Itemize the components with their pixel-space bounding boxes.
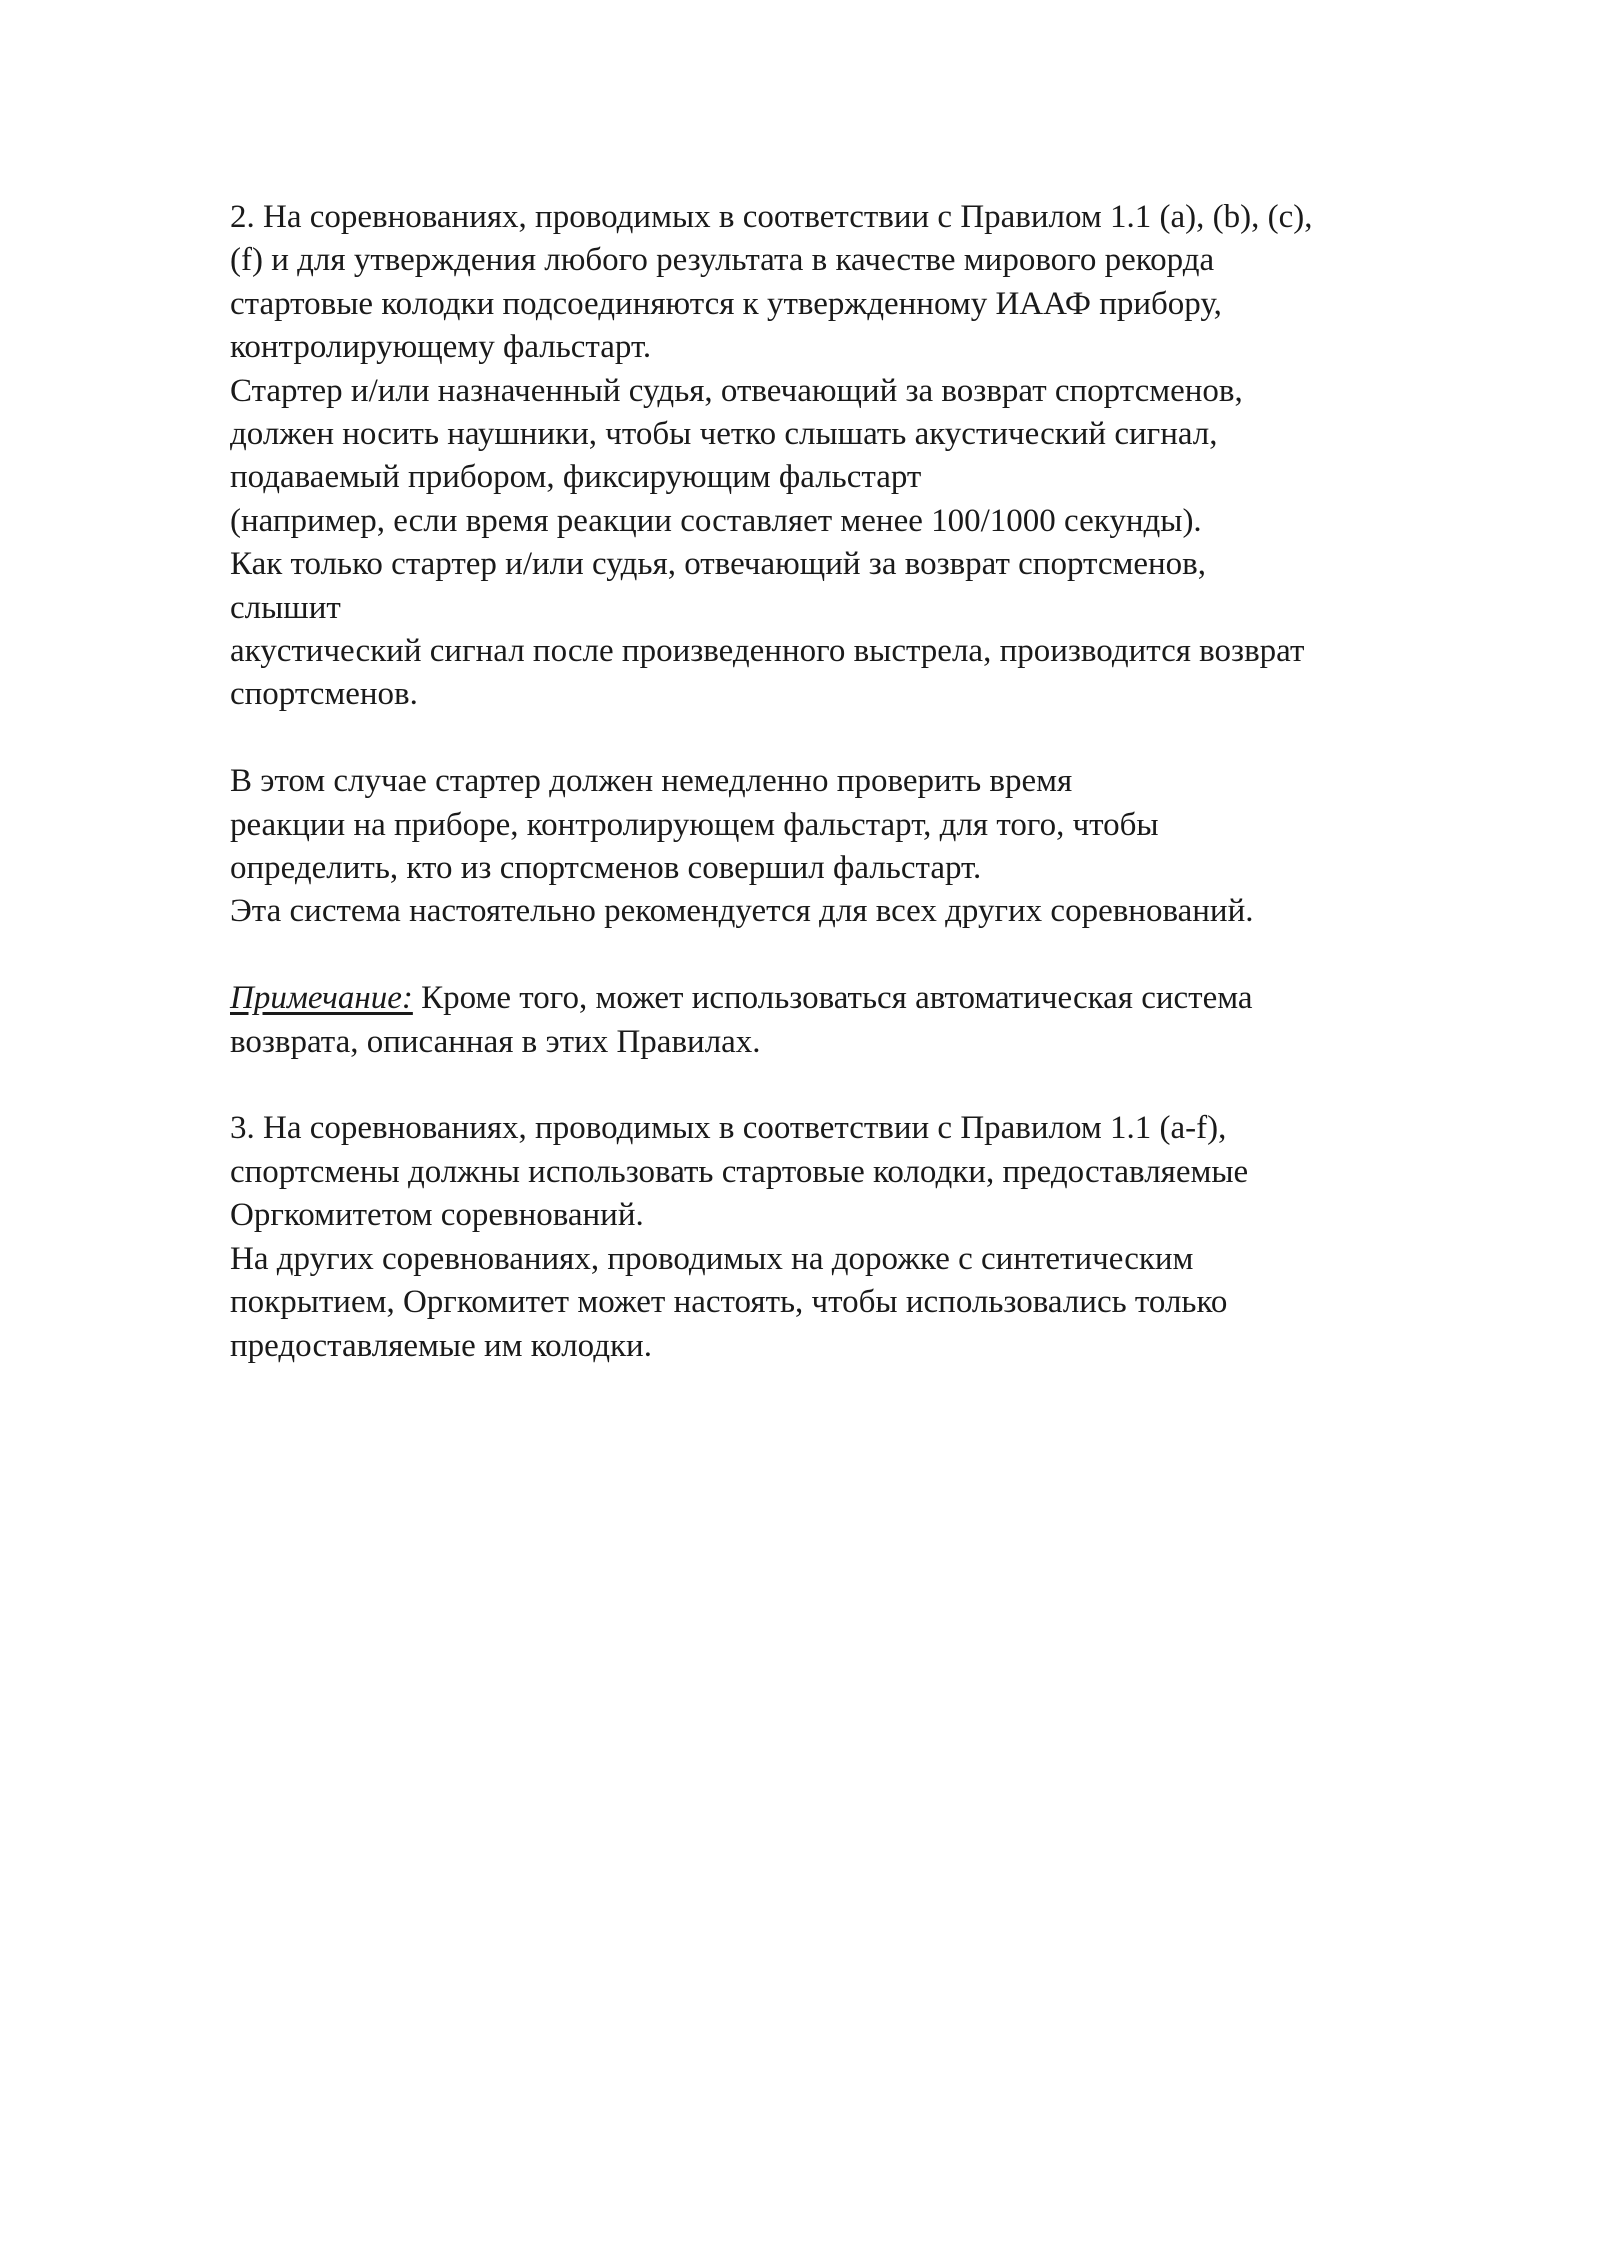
section-3	[230, 1107, 1530, 1367]
section-2-line: (например, если время реакции составляет менее 100/1000 секунды).	[230, 502, 1202, 539]
paragraph-check-line: определить, кто из спортсменов совершил фальстарт.	[230, 850, 982, 887]
section-3-line: покрытием, Оргкомитет может настоять, чтобы использовались только	[230, 1284, 1228, 1321]
section-3-line: 3. На соревнованиях, проводимых в соответствии с Правилом 1.1 (a-f),	[230, 1110, 1227, 1147]
section-2-line: (f) и для утверждения любого результата в качестве мирового рекорда	[230, 242, 1215, 279]
section-2	[230, 196, 1530, 717]
section-2-line: 2. На соревнованиях, проводимых в соответствии с Правилом 1.1 (a), (b), (c),	[230, 199, 1313, 235]
paragraph-check-line: Эта система настоятельно рекомендуется для всех других соревнований.	[230, 893, 1254, 930]
section-2-line: Стартер и/или назначенный судья, отвечающий за возврат спортсменов,	[230, 372, 1243, 409]
note-line: возврата, описанная в этих Правилах.	[230, 1023, 761, 1060]
note	[230, 977, 1530, 1064]
section-2-line: стартовые колодки подсоединяются к утвержденному ИААФ прибору,	[230, 285, 1222, 322]
note-text: Кроме того, может использоваться автоматическая система	[412, 980, 1253, 1017]
paragraph-spacer	[230, 934, 1530, 977]
section-3-line: предоставляемые им колодки.	[230, 1327, 652, 1364]
section-3-line: На других соревнованиях, проводимых на дорожке с синтетическим	[230, 1240, 1194, 1277]
paragraph-check	[230, 760, 1530, 934]
paragraph-check-line: В этом случае стартер должен немедленно проверить время	[230, 763, 1073, 800]
note-line	[230, 977, 1530, 1020]
section-2-line: контролирующему фальстарт.	[230, 329, 652, 366]
note-label: Примечание:	[230, 980, 413, 1017]
section-2-line: слышит	[230, 589, 341, 626]
paragraph-spacer	[230, 1064, 1530, 1107]
section-2-line: спортсменов.	[230, 676, 418, 713]
paragraph-spacer	[230, 717, 1530, 760]
paragraph-check-line: реакции на приборе, контролирующем фальстарт, для того, чтобы	[230, 806, 1159, 843]
section-2-line: акустический сигнал после произведенного выстрела, производится возврат	[230, 633, 1305, 670]
section-2-line: Как только стартер и/или судья, отвечающий за возврат спортсменов,	[230, 546, 1207, 583]
section-3-line: Оргкомитетом соревнований.	[230, 1197, 644, 1234]
document-body	[230, 196, 1530, 1368]
section-2-line: подаваемый прибором, фиксирующим фальстарт	[230, 459, 922, 496]
section-2-line: должен носить наушники, чтобы четко слышать акустический сигнал,	[230, 416, 1218, 453]
section-3-line: спортсмены должны использовать стартовые колодки, предоставляемые	[230, 1153, 1249, 1190]
